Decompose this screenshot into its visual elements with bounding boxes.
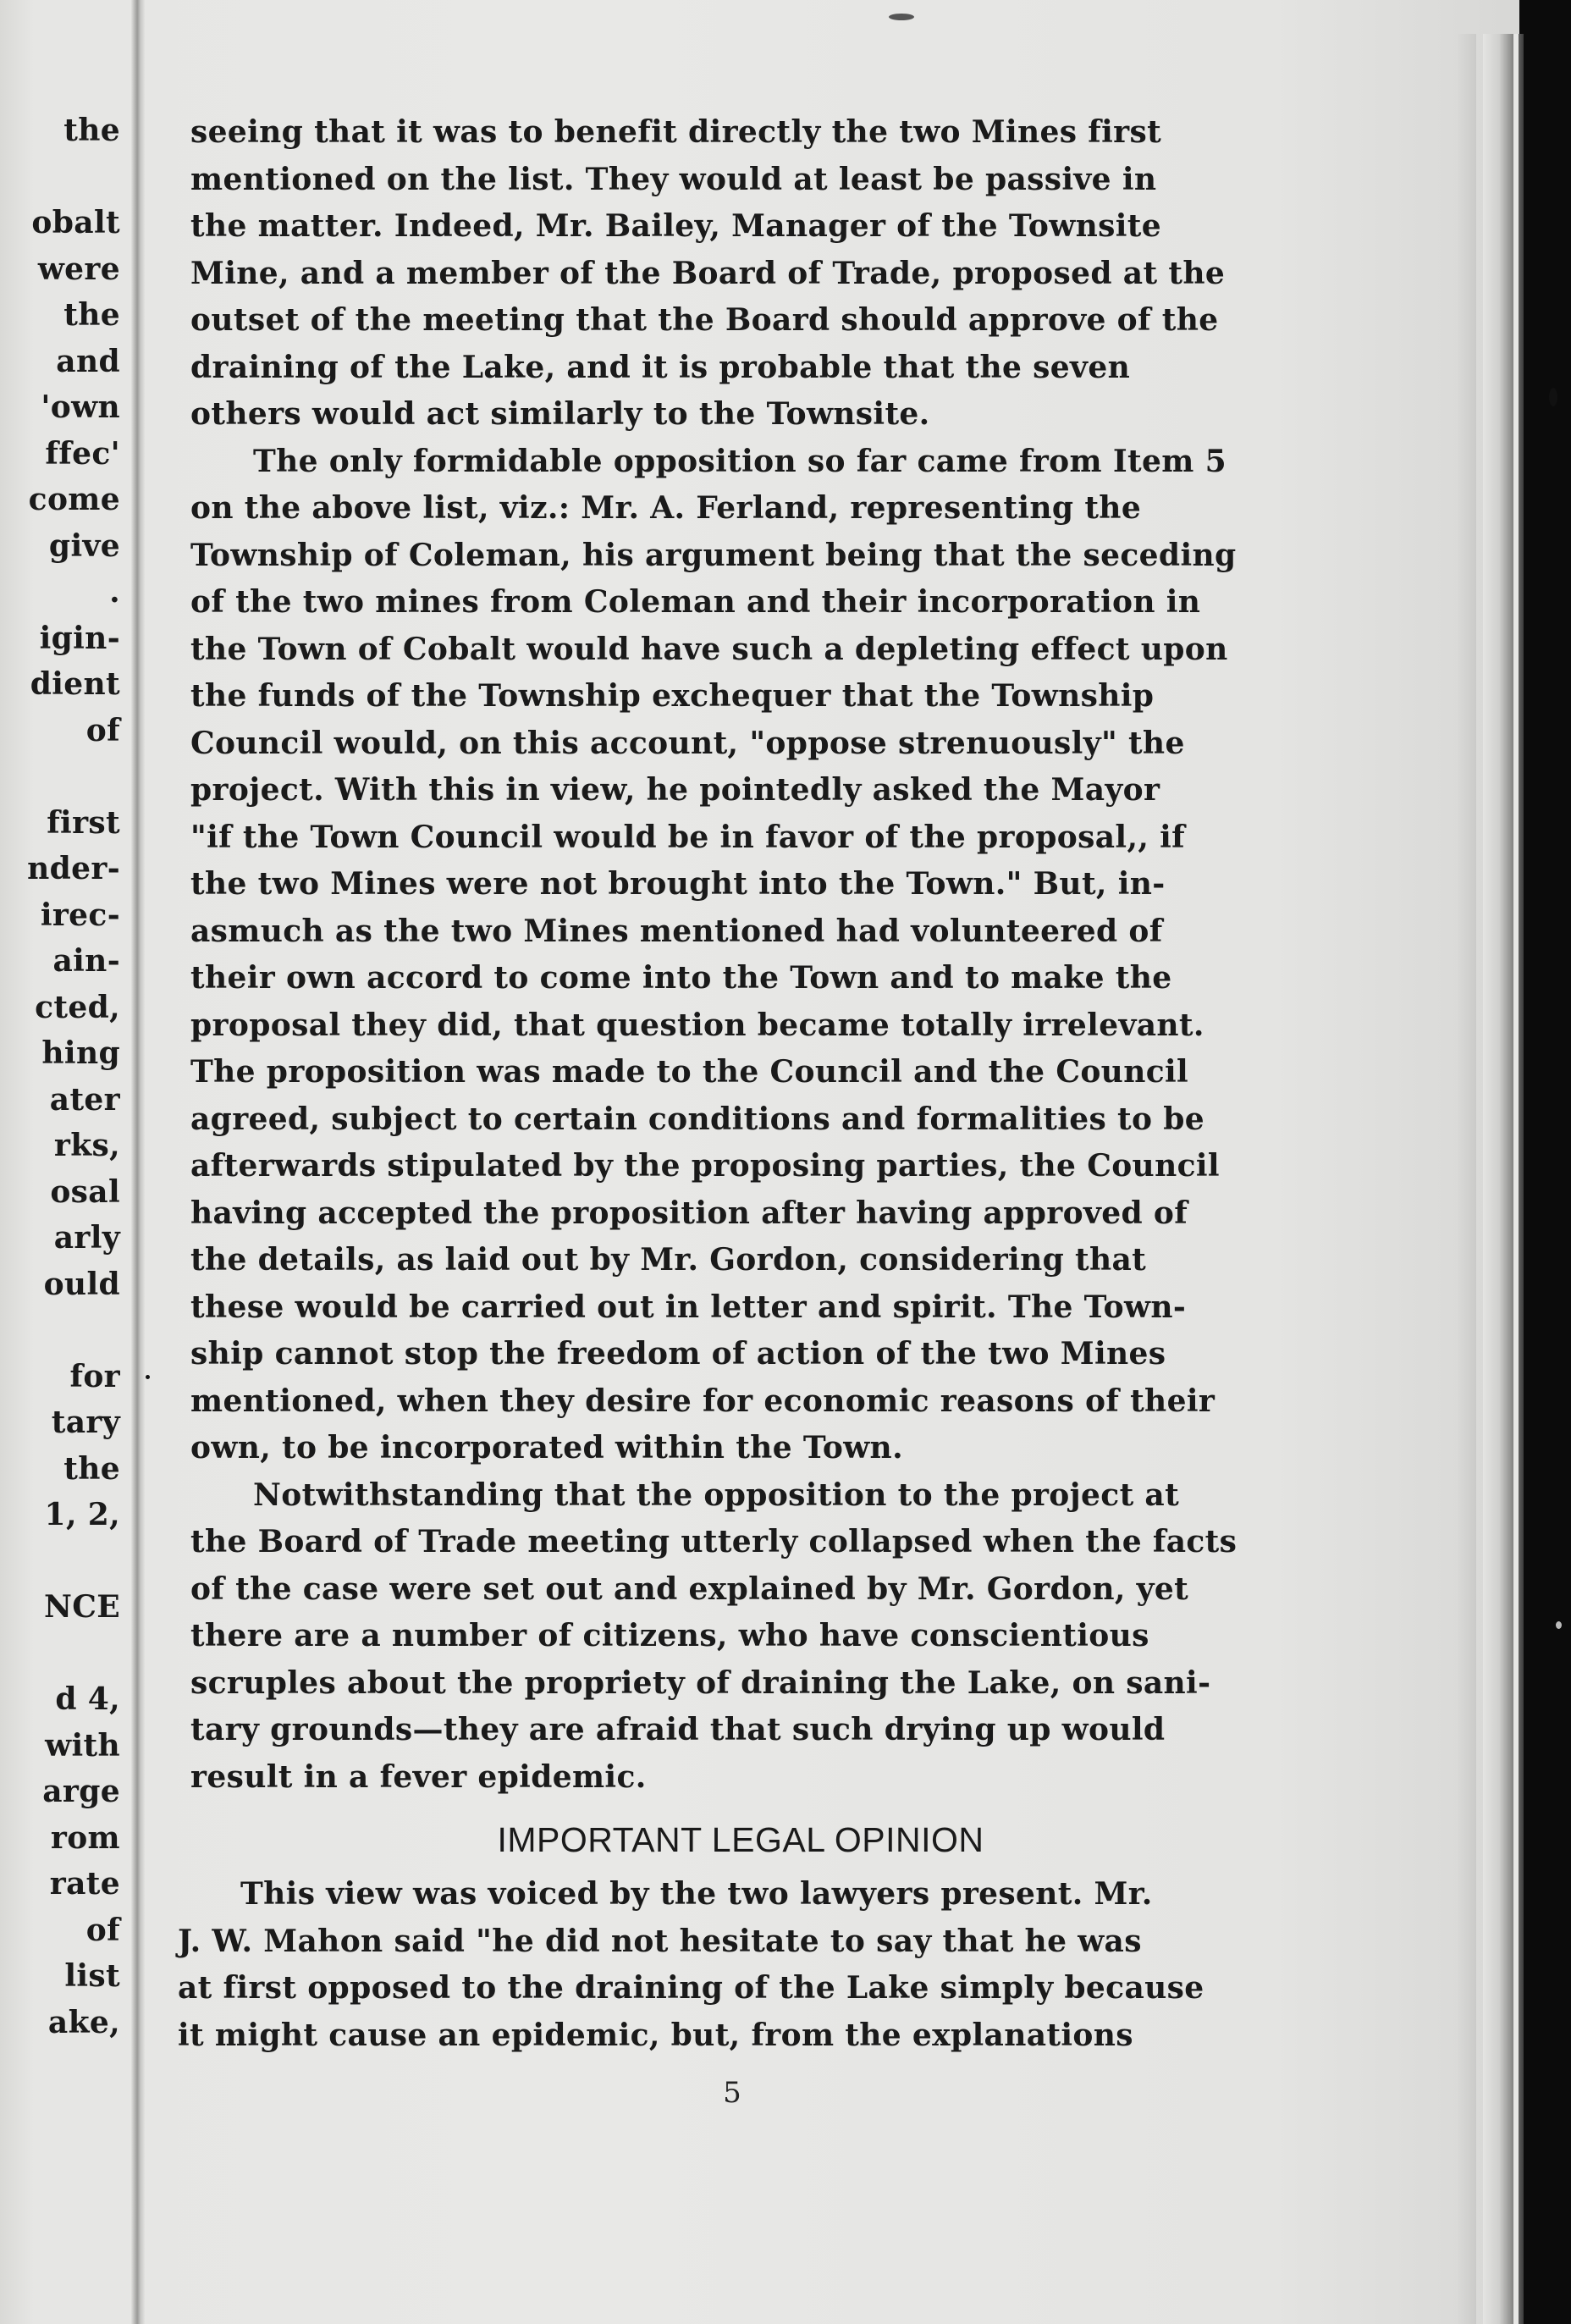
text-line: the two Mines were not brought into the Town." But, in- [190, 866, 1166, 902]
text-line: their own accord to come into the Town and to make the [190, 960, 1172, 996]
text-line: Mine, and a member of the Board of Trade, proposed at the [190, 255, 1226, 291]
body-text-lower [178, 1871, 1304, 2059]
left-fragment-line: list [64, 1958, 120, 1994]
text-line: The proposition was made to the Council and the Council [190, 1054, 1189, 1090]
left-fragment-line: osal [50, 1173, 120, 1210]
text-line: at first opposed to the draining of the Lake simply because [178, 1970, 1204, 2006]
text-line: these would be carried out in letter and spirit. The Town- [190, 1289, 1187, 1325]
left-fragment-line: the [63, 113, 120, 148]
left-fragment-line: 'own [41, 389, 120, 425]
left-fragment-line: of [85, 1912, 120, 1948]
text-line: outset of the meeting that the Board should approve of the [190, 302, 1219, 338]
left-page-fragments [10, 108, 120, 2045]
left-fragment-line: were [37, 251, 120, 287]
text-line: Township of Coleman, his argument being that the seceding [190, 537, 1237, 573]
text-line: own, to be incorporated within the Town. [190, 1430, 903, 1466]
scan-speck [1556, 1621, 1562, 1629]
left-fragment-line: arly [53, 1220, 120, 1256]
left-fragment-line: of [85, 712, 120, 748]
left-fragment-line: obalt [31, 205, 120, 240]
left-fragment-line [10, 1631, 120, 1677]
text-line: on the above list, viz.: Mr. A. Ferland, representing the [190, 490, 1142, 526]
text-line: others would act similarly to the Townsite. [190, 396, 930, 432]
text-line: the details, as laid out by Mr. Gordon, considering that [190, 1242, 1147, 1278]
left-fragment-line: ake, [47, 2004, 120, 2040]
text-line: Council would, on this account, "oppose strenuously" the [190, 725, 1185, 761]
left-fragment-line: rom [50, 1819, 120, 1856]
text-line: the Town of Cobalt would have such a depleting effect upon [190, 631, 1228, 667]
scan-speck [146, 1375, 150, 1379]
left-fragment-line: with [45, 1727, 120, 1764]
text-line: having accepted the proposition after having approved of [190, 1195, 1188, 1231]
text-line: agreed, subject to certain conditions and formalities to be [190, 1101, 1205, 1137]
text-line: draining of the Lake, and it is probable that the seven [190, 349, 1131, 385]
section-heading: IMPORTANT LEGAL OPINION [497, 1820, 984, 1859]
paragraph-4 [178, 1871, 1304, 2059]
body-text-upper [190, 109, 1308, 1801]
page-number: 5 [723, 2076, 741, 2110]
left-fragment-line: . [109, 574, 120, 610]
text-line: the Board of Trade meeting utterly collapsed when the facts [190, 1524, 1238, 1559]
page-edge-highlight [1513, 34, 1519, 2324]
text-line: "if the Town Council would be in favor of the proposal,, if [190, 819, 1185, 855]
left-fragment-line: first [47, 804, 120, 841]
left-fragment-line: the [63, 1450, 120, 1487]
text-line: there are a number of citizens, who have conscientious [190, 1618, 1149, 1653]
left-fragment-line: nder- [27, 851, 120, 886]
left-fragment-line: and [56, 343, 120, 379]
scan-speck [1549, 388, 1557, 406]
text-line: the matter. Indeed, Mr. Bailey, Manager of the Townsite [190, 208, 1161, 244]
left-fragment-line: d 4, [55, 1681, 120, 1717]
text-line: This view was voiced by the two lawyers present. Mr. [240, 1876, 1153, 1912]
binding-gutter [131, 0, 145, 2324]
left-fragment-line: irec- [40, 897, 120, 933]
left-fragment-line: the [63, 297, 120, 333]
text-line: Notwithstanding that the opposition to the project at [253, 1477, 1180, 1513]
left-fragment-line: 1, 2, [44, 1497, 120, 1532]
text-line: proposal they did, that question became totally irrelevant. [190, 1007, 1204, 1043]
text-line: of the case were set out and explained by Mr. Gordon, yet [190, 1570, 1189, 1607]
page-shadow [1456, 34, 1476, 2324]
text-line: ship cannot stop the freedom of action of the two Mines [190, 1336, 1166, 1372]
left-fragment-line [10, 754, 120, 800]
scan-speck [889, 14, 914, 20]
text-line: seeing that it was to benefit directly the two Mines first [190, 114, 1162, 150]
paragraph-3 [190, 1472, 1308, 1802]
left-fragment-line: NCE [43, 1589, 120, 1625]
text-line: of the two mines from Coleman and their incorporation in [190, 584, 1201, 620]
left-fragment-line: give [48, 527, 120, 564]
text-line: J. W. Mahon said "he did not hesitate to say that he was [178, 1923, 1142, 1959]
left-fragment-line: rate [49, 1866, 120, 1902]
left-fragment-line: dient [30, 666, 120, 702]
left-fragment-line: rks, [53, 1128, 120, 1163]
text-line: mentioned, when they desire for economic reasons of their [190, 1383, 1215, 1419]
text-line: The only formidable opposition so far came from Item 5 [253, 443, 1226, 479]
left-fragment-line: for [69, 1358, 120, 1394]
text-line: result in a fever epidemic. [190, 1758, 647, 1795]
left-fragment-line: arge [42, 1774, 120, 1809]
left-fragment-line: come [28, 482, 120, 517]
left-fragment-line: hing [41, 1035, 120, 1071]
paragraph-1 [190, 109, 1308, 439]
text-line: project. With this in view, he pointedly asked the Mayor [190, 772, 1160, 808]
text-line: it might cause an epidemic, but, from the explanations [178, 2017, 1133, 2053]
paragraph-2 [190, 439, 1308, 1472]
text-line: asmuch as the two Mines mentioned had volunteered of [190, 913, 1163, 949]
left-fragment-line: igin- [39, 620, 120, 656]
left-fragment-line [10, 1538, 120, 1585]
text-line: mentioned on the list. They would at least be passive in [190, 161, 1157, 197]
left-fragment-line [10, 1307, 120, 1354]
text-line: scruples about the propriety of draining the Lake, on sani- [190, 1664, 1211, 1701]
left-fragment-line: cted, [35, 989, 120, 1025]
left-fragment-line: ater [49, 1081, 120, 1118]
text-line: tary grounds—they are afraid that such drying up would [190, 1712, 1166, 1747]
text-line: afterwards stipulated by the proposing parties, the Council [190, 1148, 1220, 1184]
left-fragment-line [10, 154, 120, 201]
left-fragment-line: ffec' [45, 435, 120, 472]
text-line: the funds of the Township exchequer that the Township [190, 678, 1155, 714]
left-fragment-line: ain- [52, 943, 120, 979]
left-fragment-line: tary [51, 1405, 120, 1440]
left-fragment-line: ould [43, 1266, 120, 1302]
